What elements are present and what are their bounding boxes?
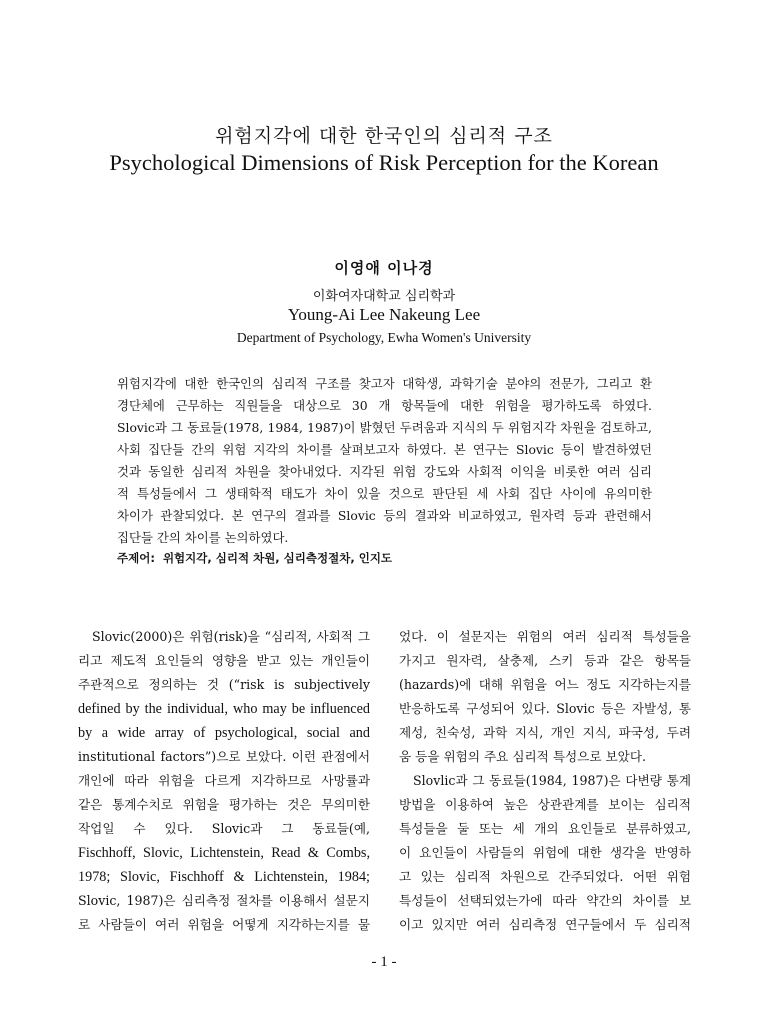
body-line: defined by the individual, who may be influenced: [78, 701, 370, 717]
body-line: 특성들을 둘 또는 세 개의 요인들로 분류하였고,: [399, 821, 691, 836]
body-line: Slovic, 1987)은 심리측정 절차를 이용해서 설문지: [78, 893, 370, 908]
body-line: 리고 제도적 요인들의 영향을 받고 있는 개인들이: [78, 653, 370, 668]
abstract-line: Slovic과 그 동료들(1978, 1984, 1987)이 밝혔던 두려움과 지식의 두 위험지각 차원을 검토하고,: [117, 420, 652, 435]
affiliation-english: Department of Psychology, Ewha Women's University: [236, 330, 532, 345]
body-line: 주관적으로 정의하는 것 (“risk is subjectively: [78, 677, 370, 692]
body-line: 개인에 따라 위험을 다르게 지각하므로 사망률과: [78, 773, 370, 788]
body-line: 이고 있지만 여러 심리측정 연구들에서 두 심리적: [399, 917, 691, 932]
abstract-line: 위험지각에 대한 한국인의 심리적 구조를 찾고자 대학생, 과학기술 분야의 전문가, 그리고 환: [117, 376, 652, 391]
body-line: 움 등을 위험의 주요 심리적 특성으로 보았다.: [399, 749, 647, 764]
body-line: 었다. 이 설문지는 위험의 여러 심리적 특성들을: [399, 629, 691, 644]
body-column-left: [78, 625, 370, 937]
abstract-line: 집단들 간의 차이를 논의하였다.: [117, 530, 289, 545]
body-line: Fischhoff, Slovic, Lichtenstein, Read & Combs,: [78, 845, 370, 861]
abstract-line: 사회 집단들 간의 위험 지각의 차이를 살펴보고자 하였다. 본 연구는 Slovic 등이 발견하였던: [117, 442, 652, 457]
body-column-right: [399, 625, 691, 937]
body-line: 고 있는 심리적 차원으로 간주되었다. 어떤 위험: [399, 869, 691, 884]
abstract-line: 것과 동일한 심리적 차원을 찾아내었다. 지각된 위험 강도와 사회적 이익을 비롯한 여러 심리: [117, 464, 652, 479]
authors-english: Young-Ai Lee Nakeung Lee: [287, 305, 481, 324]
body-line: 특성들이 선택되었는가에 따라 약간의 차이를 보: [399, 893, 691, 908]
abstract-line: 경단체에 근무하는 직원들을 대상으로 30 개 항목들에 대한 위험을 평가하도록 하였다.: [117, 398, 652, 413]
body-line: 로 사람들이 여러 위험을 어떻게 지각하는지를 물: [78, 917, 370, 932]
abstract: [117, 373, 652, 549]
body-line: 방법을 이용하여 높은 상관관계를 보이는 심리적: [399, 797, 691, 812]
body-line: Slovic(2000)은 위험(risk)을 “심리적, 사회적 그: [92, 629, 370, 644]
body-line: 반응하도록 구성되어 있다. Slovic 등은 자발성, 통: [399, 701, 691, 716]
title-english: Psychological Dimensions of Risk Perception for the Korean: [109, 150, 659, 175]
body-line: 가지고 원자력, 살충제, 스키 등과 같은 항목들: [399, 653, 691, 668]
abstract-line: 적 특성들에서 그 생태학적 태도가 차이 있을 것으로 판단된 세 사회 집단 사이에 유의미한: [117, 486, 652, 501]
body-line: 이 요인들이 사람들의 위험에 대한 생각을 반영하: [399, 845, 691, 860]
page-number: - 1 -: [371, 954, 397, 970]
body-line: 같은 통계수치로 위험을 평가하는 것은 무의미한: [78, 797, 370, 812]
authors-korean: 이영애 이나경: [334, 259, 434, 277]
affiliation-korean: 이화여자대학교 심리학과: [312, 289, 456, 304]
body-line: Slovlic과 그 동료들(1984, 1987)은 다변량 통계: [413, 773, 691, 788]
title-korean: 위험지각에 대한 한국인의 심리적 구조: [215, 125, 553, 147]
body-line: 제성, 친숙성, 과학 지식, 개인 지식, 파국성, 두려: [399, 725, 691, 740]
body-line: (hazards)에 대해 위험을 어느 정도 지각하는지를: [399, 677, 691, 692]
keywords-text: 위험지각, 심리적 차원, 심리측정절차, 인지도: [162, 551, 393, 565]
abstract-line: 차이가 관찰되었다. 본 연구의 결과를 Slovic 등의 결과와 비교하였고, 원자력 등과 관련해서: [117, 508, 652, 523]
body-line: 1978; Slovic, Fischhoff & Lichtenstein, 1984;: [78, 869, 370, 885]
body-line: institutional factors”)으로 보았다. 이런 관점에서: [78, 749, 370, 764]
keywords: [117, 550, 652, 566]
body-line: 작업일 수 있다. Slovic과 그 동료들(예,: [78, 821, 370, 836]
body-line: by a wide array of psychological, social and: [78, 725, 370, 741]
keywords-label: 주제어:: [117, 551, 155, 565]
